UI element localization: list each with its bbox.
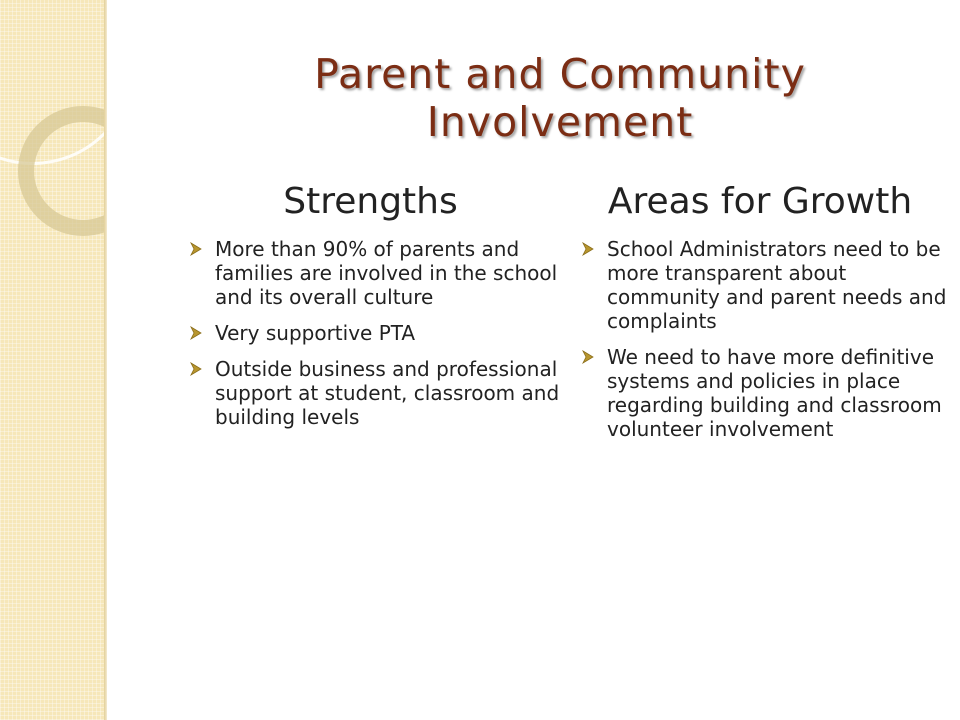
list-item xyxy=(188,321,560,345)
list-item-text: Very supportive PTA xyxy=(215,321,416,345)
band-divider xyxy=(104,0,107,720)
list-item xyxy=(188,237,560,309)
strengths-list xyxy=(188,237,560,441)
arrow-bullet-icon xyxy=(580,237,600,261)
growth-heading: Areas for Growth xyxy=(607,181,913,222)
growth-list xyxy=(580,237,950,453)
arrow-bullet-icon xyxy=(188,357,208,381)
arrow-bullet-icon xyxy=(188,321,208,345)
arrow-bullet-icon xyxy=(188,237,208,261)
slide-title: Parent and Community Involvement xyxy=(314,50,806,146)
list-item-text: More than 90% of parents and families are involved in the school and its overall culture xyxy=(215,237,558,309)
list-item xyxy=(580,237,950,333)
list-item xyxy=(580,345,950,441)
arrow-bullet-icon xyxy=(580,345,600,369)
list-item-text: We need to have more definitive systems and policies in place regarding building and classroom volunteer involvement xyxy=(607,345,942,441)
list-item-text: School Administrators need to be more transparent about community and parent needs and complaints xyxy=(607,237,947,333)
list-item-text: Outside business and professional support at student, classroom and building levels xyxy=(215,357,560,429)
list-item xyxy=(188,357,560,429)
decorative-side-band xyxy=(0,0,104,720)
strengths-heading: Strengths xyxy=(283,181,458,222)
